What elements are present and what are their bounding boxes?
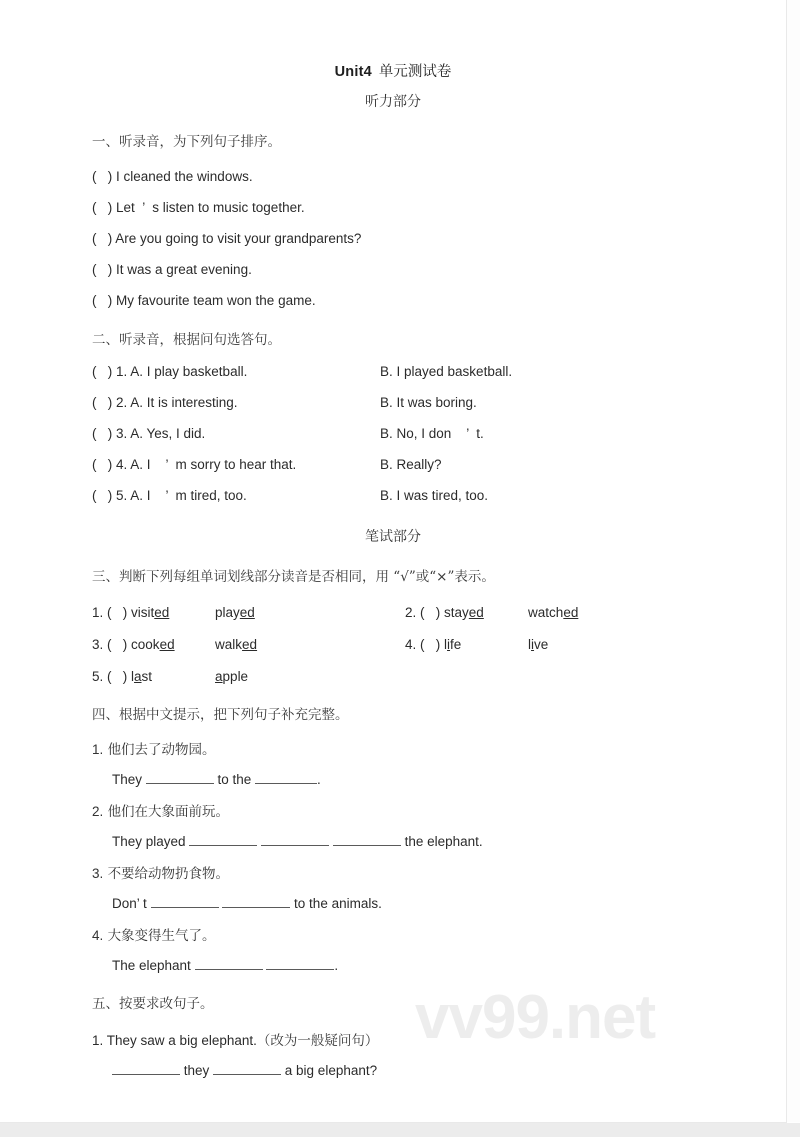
blank-field[interactable] — [189, 833, 257, 846]
answer-pre: The elephant — [112, 958, 195, 973]
section-1-item: ( ) My favourite team won the game. — [92, 293, 316, 308]
word-2 — [215, 668, 248, 686]
page-title — [0, 62, 786, 82]
pair-words — [131, 604, 255, 622]
section-4-prompt — [92, 741, 786, 759]
answer-post: the elephant. — [400, 834, 483, 849]
blank-field[interactable] — [261, 833, 329, 846]
section-4-heading: 四、根据中文提示，把下列句子补充完整。 — [92, 707, 349, 723]
word-1-post: st — [141, 669, 153, 684]
section-3-row — [92, 668, 786, 686]
section-3-heading-mid: ”或“ — [408, 569, 437, 585]
section-3-row — [92, 604, 786, 622]
pair-number: 1. ( ) — [92, 605, 128, 620]
answer-pre: Don’ t — [112, 896, 151, 911]
item-number: 4. — [92, 928, 104, 943]
pair-words — [444, 604, 578, 622]
section-3-pair — [405, 604, 578, 622]
site-watermark: vv99.net — [415, 983, 656, 1052]
pair-words — [444, 636, 548, 654]
word-1-pre: cook — [131, 637, 160, 652]
item-chinese: 他们去了动物园。 — [107, 742, 216, 758]
answer-pre: They played — [112, 834, 190, 849]
section-3-pair — [405, 636, 548, 654]
word-1-underlined: i — [447, 637, 451, 652]
item-number: 1. — [92, 742, 104, 757]
section-2-row — [92, 456, 786, 474]
word-1 — [131, 668, 215, 686]
check-mark-icon: √ — [400, 569, 409, 585]
section-2-option-b: B. I was tired, too. — [380, 488, 489, 503]
section-4-prompt — [92, 803, 786, 821]
word-2-pre: watch — [528, 605, 564, 620]
page-edge-bottom — [0, 1123, 800, 1137]
answer-pre: They — [112, 772, 146, 787]
section-3-heading-pre: 三、判断下列每组单词划线部分读音是否相同，用 “ — [92, 569, 401, 585]
section-4-prompt — [92, 927, 786, 945]
word-1-pre: visit — [131, 605, 155, 620]
cross-mark-icon: × — [436, 569, 448, 585]
section-2-row — [92, 363, 786, 381]
word-2-pre: walk — [215, 637, 243, 652]
word-1-pre: l — [444, 637, 448, 652]
pair-number: 2. ( ) — [405, 605, 441, 620]
section-2-heading: 二、听录音，根据问句选答句。 — [92, 332, 281, 348]
pair-words — [131, 636, 257, 654]
answer-mid: to the — [213, 772, 256, 787]
section-2-option-a: ( ) 4. A. I ’ m sorry to hear that. — [92, 457, 297, 472]
word-2 — [215, 636, 257, 654]
word-2-pre: l — [528, 637, 532, 652]
blank-field[interactable] — [255, 771, 317, 784]
answer-mid: they — [180, 1063, 214, 1078]
item-number: 3. — [92, 866, 104, 881]
section-2-option-b: B. Really? — [380, 457, 442, 472]
word-1-post: fe — [450, 637, 462, 652]
word-2 — [528, 636, 548, 654]
word-1-pre: stay — [444, 605, 469, 620]
answer-post: a big elephant? — [281, 1063, 378, 1078]
word-2-underlined: ed — [239, 605, 255, 620]
pair-words — [131, 668, 248, 686]
item-chinese: 不要给动物扔食物。 — [107, 866, 230, 882]
section-4-answer — [112, 895, 786, 913]
section-2-option-a: ( ) 3. A. Yes, I did. — [92, 426, 206, 441]
page-title-unit: Unit4 — [334, 64, 372, 80]
answer-post: . — [334, 958, 339, 973]
word-2 — [215, 604, 255, 622]
section-1-heading: 一、听录音，为下列句子排序。 — [92, 134, 281, 150]
section-3-row — [92, 636, 786, 654]
section-2-row — [92, 425, 786, 443]
word-1-underlined: ed — [154, 605, 170, 620]
blank-field[interactable] — [213, 1062, 281, 1075]
item-instruction: （改为一般疑问句） — [256, 1033, 379, 1049]
section-1-item: ( ) I cleaned the windows. — [92, 169, 253, 184]
word-2-post: ve — [534, 637, 549, 652]
section-2-option-b: B. I played basketball. — [380, 364, 513, 379]
word-1-underlined: a — [134, 669, 142, 684]
blank-field[interactable] — [112, 1062, 180, 1075]
pair-number: 3. ( ) — [92, 637, 128, 652]
blank-field[interactable] — [266, 957, 334, 970]
word-2-underlined: i — [531, 637, 535, 652]
blank-field[interactable] — [146, 771, 214, 784]
section-1-item: ( ) It was a great evening. — [92, 262, 252, 277]
section-2-option-a: ( ) 2. A. It is interesting. — [92, 395, 238, 410]
section-4-answer — [112, 833, 786, 851]
item-number: 2. — [92, 804, 104, 819]
section-5-answer — [112, 1062, 786, 1080]
section-3-pair — [92, 604, 255, 622]
word-2-post: pple — [222, 669, 249, 684]
section-2-row — [92, 487, 786, 505]
section-2-option-b: B. No, I don ’ t. — [380, 426, 484, 441]
section-4-answer — [112, 957, 786, 975]
section-1-item: ( ) Are you going to visit your grandparents? — [92, 231, 362, 246]
section-1-item: ( ) Let ’ s listen to music together. — [92, 200, 305, 215]
answer-post: to the animals. — [290, 896, 382, 911]
word-1-underlined: ed — [159, 637, 175, 652]
item-chinese: 他们在大象面前玩。 — [107, 804, 230, 820]
section-3-heading — [92, 567, 786, 587]
page-title-cn: 单元测试卷 — [378, 64, 452, 80]
blank-field[interactable] — [151, 895, 219, 908]
part-heading-written: 笔试部分 — [365, 529, 421, 545]
item-number: 1. — [92, 1033, 104, 1048]
section-4-answer — [112, 771, 786, 789]
page-edge-right — [787, 0, 800, 1122]
section-3-pair — [92, 668, 248, 686]
section-3-heading-post: ”表示。 — [447, 569, 495, 585]
section-2-option-b: B. It was boring. — [380, 395, 477, 410]
section-2-option-a: ( ) 5. A. I ’ m tired, too. — [92, 488, 247, 503]
section-2-option-a: ( ) 1. A. I play basketball. — [92, 364, 248, 379]
pair-number: 4. ( ) — [405, 637, 441, 652]
blank-field[interactable] — [222, 895, 290, 908]
section-4-prompt — [92, 865, 786, 883]
word-2-underlined: ed — [242, 637, 258, 652]
word-2-underlined: a — [215, 669, 223, 684]
word-1 — [131, 636, 215, 654]
word-1 — [444, 604, 528, 622]
section-3-pair — [92, 636, 257, 654]
word-1-underlined: ed — [468, 605, 484, 620]
answer-post: . — [317, 772, 321, 787]
blank-field[interactable] — [333, 833, 401, 846]
item-chinese: 大象变得生气了。 — [107, 928, 216, 944]
blank-field[interactable] — [195, 957, 263, 970]
word-2-pre: play — [215, 605, 240, 620]
word-1 — [444, 636, 528, 654]
item-sentence: They saw a big elephant. — [106, 1033, 257, 1048]
word-2-underlined: ed — [563, 605, 579, 620]
word-1-pre: l — [131, 669, 135, 684]
word-2 — [528, 604, 578, 622]
section-5-heading: 五、按要求改句子。 — [92, 996, 214, 1012]
pair-number: 5. ( ) — [92, 669, 128, 684]
part-heading-listening: 听力部分 — [365, 94, 421, 110]
section-2-row — [92, 394, 786, 412]
section-5-prompt — [92, 1032, 786, 1050]
word-1 — [131, 604, 215, 622]
